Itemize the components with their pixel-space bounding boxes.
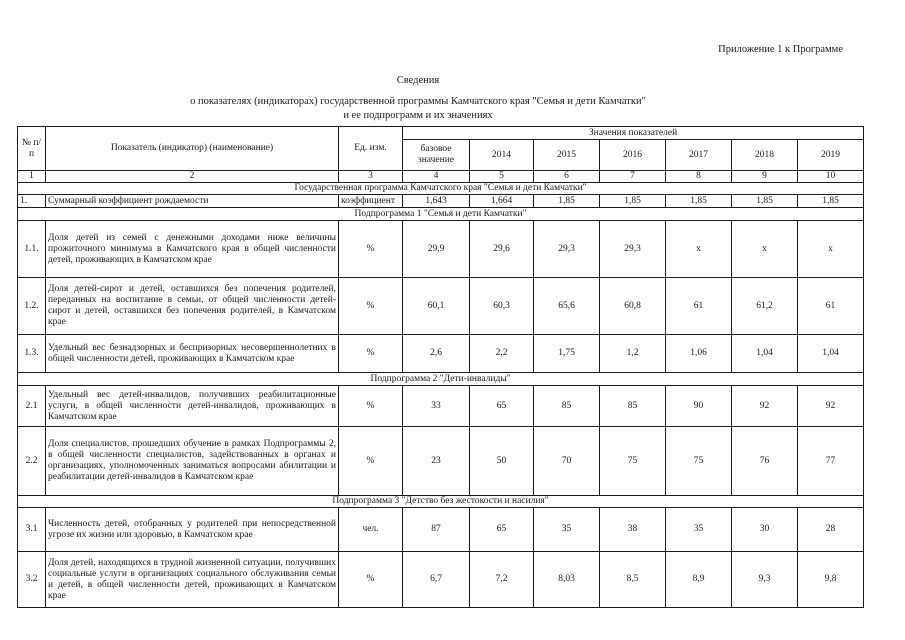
unit-cell: % <box>339 221 403 278</box>
indicator-name: Доля детей из семей с денежными доходами ниже величины прожиточного минимума в Камчатского края в общей численности детей, проживающих в Камчатском крае <box>46 221 339 278</box>
value-cell: 1,85 <box>600 195 666 208</box>
value-cell: 65 <box>470 508 534 552</box>
doc-title: Сведения <box>396 75 440 86</box>
value-cell: 60,3 <box>470 278 534 335</box>
value-cell: 65,6 <box>534 278 600 335</box>
indicators-table <box>17 126 864 608</box>
header-values: Значения показателей <box>403 127 864 140</box>
header-year: 2018 <box>732 140 798 171</box>
table-row <box>18 552 864 608</box>
colnum: 4 <box>403 171 470 183</box>
section-row <box>18 373 864 386</box>
colnum: 2 <box>46 171 339 183</box>
table-row <box>18 221 864 278</box>
row-num: 1.1. <box>18 221 46 278</box>
unit-cell: % <box>339 552 403 608</box>
value-cell: 1,85 <box>666 195 732 208</box>
unit-cell: чел. <box>339 508 403 552</box>
section-sub3: Подпрограмма 3 "Детство без жестокости и насилия" <box>18 496 864 508</box>
value-cell: 61 <box>798 278 864 335</box>
appendix-label: Приложение 1 к Программе <box>718 44 843 55</box>
value-cell: 6,7 <box>403 552 470 608</box>
value-cell: 75 <box>666 427 732 496</box>
value-cell: 29,9 <box>403 221 470 278</box>
value-cell: х <box>798 221 864 278</box>
value-cell: 23 <box>403 427 470 496</box>
value-cell: 85 <box>600 386 666 427</box>
value-cell: 1,85 <box>798 195 864 208</box>
section-program: Государственная программа Камчатского края "Семья и дети Камчатки" <box>18 183 864 195</box>
row-num: 3.1 <box>18 508 46 552</box>
value-cell: 85 <box>534 386 600 427</box>
colnum: 10 <box>798 171 864 183</box>
header-year: 2014 <box>470 140 534 171</box>
table-row <box>18 386 864 427</box>
value-cell: 75 <box>600 427 666 496</box>
header-year: 2017 <box>666 140 732 171</box>
value-cell: 77 <box>798 427 864 496</box>
colnum-row <box>18 171 864 183</box>
colnum: 7 <box>600 171 666 183</box>
value-cell: 29,6 <box>470 221 534 278</box>
row-num: 1.3. <box>18 335 46 373</box>
indicator-name: Доля детей-сирот и детей, оставшихся без попечения родителей, переданных на воспитание в семьи, от общей численности детей-сирот и детей, оставшихся без попечения родителей, в Камчатском крае <box>46 278 339 335</box>
table-row <box>18 278 864 335</box>
value-cell: 38 <box>600 508 666 552</box>
value-cell: 35 <box>534 508 600 552</box>
header-num: № п/п <box>18 127 46 171</box>
value-cell: 70 <box>534 427 600 496</box>
colnum: 5 <box>470 171 534 183</box>
header-indicator: Показатель (индикатор) (наименование) <box>46 127 339 171</box>
indicator-name: Удельный вес безнадзорных и беспризорных несовершеннолетних в общей численности детей, проживающих в Камчатском крае <box>46 335 339 373</box>
value-cell: 2,2 <box>470 335 534 373</box>
section-sub2: Подпрограмма 2 "Дети-инвалиды" <box>18 373 864 386</box>
value-cell: 28 <box>798 508 864 552</box>
value-cell: 8,03 <box>534 552 600 608</box>
header-year: 2016 <box>600 140 666 171</box>
colnum: 6 <box>534 171 600 183</box>
value-cell: 76 <box>732 427 798 496</box>
unit-cell: коэффициент <box>339 195 403 208</box>
section-row <box>18 183 864 195</box>
unit-cell: % <box>339 335 403 373</box>
value-cell: 9,8 <box>798 552 864 608</box>
doc-subtitle: о показателях (индикаторах) государственной программы Камчатского края "Семья и дети Камчатки" <box>190 96 646 107</box>
table-row <box>18 427 864 496</box>
value-cell: 1,85 <box>534 195 600 208</box>
value-cell: х <box>732 221 798 278</box>
doc-subtitle-2: и ее подпрограмм и их значениях <box>343 110 493 121</box>
value-cell: х <box>666 221 732 278</box>
row-num: 3.2 <box>18 552 46 608</box>
value-cell: 29,3 <box>600 221 666 278</box>
header-year: 2015 <box>534 140 600 171</box>
value-cell: 60,8 <box>600 278 666 335</box>
header-row-1 <box>18 127 864 140</box>
value-cell: 90 <box>666 386 732 427</box>
section-row <box>18 208 864 221</box>
value-cell: 30 <box>732 508 798 552</box>
value-cell: 9,3 <box>732 552 798 608</box>
value-cell: 8,9 <box>666 552 732 608</box>
section-row <box>18 496 864 508</box>
value-cell: 92 <box>732 386 798 427</box>
value-cell: 1,664 <box>470 195 534 208</box>
row-num: 2.2 <box>18 427 46 496</box>
header-year: 2019 <box>798 140 864 171</box>
value-cell: 1,75 <box>534 335 600 373</box>
value-cell: 61 <box>666 278 732 335</box>
row-num: 1.2. <box>18 278 46 335</box>
value-cell: 1,04 <box>798 335 864 373</box>
colnum: 1 <box>18 171 46 183</box>
value-cell: 33 <box>403 386 470 427</box>
header-base: базовое значение <box>403 140 470 171</box>
indicator-name: Суммарный коэффициент рождаемости <box>46 195 339 208</box>
table-row <box>18 335 864 373</box>
value-cell: 1,85 <box>732 195 798 208</box>
value-cell: 87 <box>403 508 470 552</box>
indicator-name: Доля детей, находящихся в трудной жизненной ситуации, получивших социальные услуги в организациях социального обслуживания семьи и детей, в общей численности детей, проживающих в Камчатском крае <box>46 552 339 608</box>
value-cell: 92 <box>798 386 864 427</box>
value-cell: 1,2 <box>600 335 666 373</box>
header-unit: Ед. изм. <box>339 127 403 171</box>
colnum: 8 <box>666 171 732 183</box>
value-cell: 29,3 <box>534 221 600 278</box>
value-cell: 61,2 <box>732 278 798 335</box>
value-cell: 8,5 <box>600 552 666 608</box>
indicator-name: Доля специалистов, прошедших обучение в рамках Подпрограммы 2, в общей численности специалистов, задействованных в органах и организациях, уполномоченных заниматься вопросами абилитации и реабилитации детей-инвалидов в Камчатском крае <box>46 427 339 496</box>
unit-cell: % <box>339 427 403 496</box>
unit-cell: % <box>339 386 403 427</box>
value-cell: 1,643 <box>403 195 470 208</box>
indicator-name: Удельный вес детей-инвалидов, получивших реабилитационные услуги, в общей численности детей-инвалидов, проживающих в Камчатском крае <box>46 386 339 427</box>
value-cell: 2,6 <box>403 335 470 373</box>
indicator-name: Численность детей, отобранных у родителей при непосредственной угрозе их жизни или здоровью, в Камчатском крае <box>46 508 339 552</box>
section-sub1: Подпрограмма 1 "Семья и дети Камчатки" <box>18 208 864 221</box>
value-cell: 1,06 <box>666 335 732 373</box>
value-cell: 60,1 <box>403 278 470 335</box>
value-cell: 7,2 <box>470 552 534 608</box>
value-cell: 65 <box>470 386 534 427</box>
colnum: 3 <box>339 171 403 183</box>
table-row <box>18 508 864 552</box>
value-cell: 35 <box>666 508 732 552</box>
value-cell: 1,04 <box>732 335 798 373</box>
table-row <box>18 195 864 208</box>
colnum: 9 <box>732 171 798 183</box>
unit-cell: % <box>339 278 403 335</box>
row-num: 2.1 <box>18 386 46 427</box>
value-cell: 50 <box>470 427 534 496</box>
row-num: 1. <box>18 195 46 208</box>
